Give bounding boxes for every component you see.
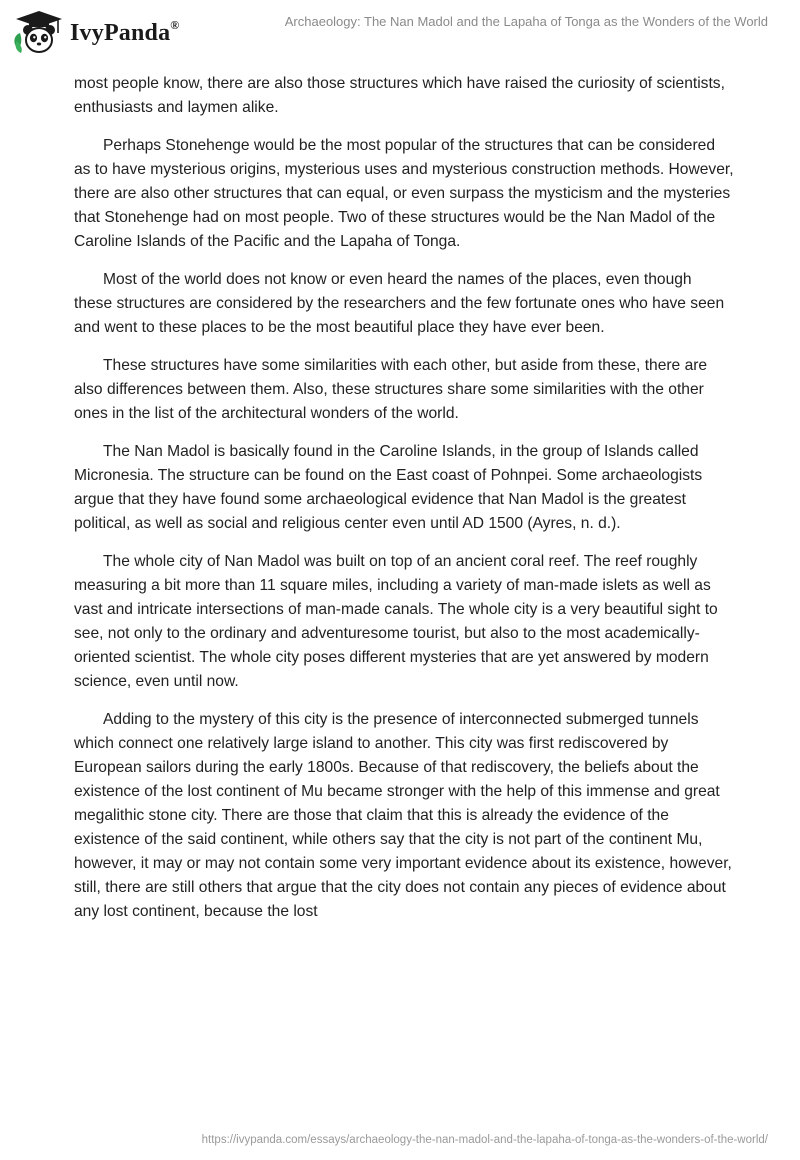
page-header bbox=[0, 0, 800, 62]
paragraph: Most of the world does not know or even heard the names of the places, even though these structures are considered by the researchers and the few fortunate ones who have seen and went to these places to be the most beautiful place they have ever been. bbox=[74, 271, 725, 336]
source-url-link[interactable]: https://ivypanda.com/essays/archaeology-the-nan-madol-and-the-lapaha-of-tonga-as-the-wonders-of-the-world/ bbox=[201, 1134, 768, 1146]
paragraph: The Nan Madol is basically found in the Caroline Islands, in the group of Islands called Micronesia. The structure can be found on the East coast of Pohnpei. Some archaeologists argue that they have found some archaeological evidence that Nan Madol is the greatest political, as well as social and religious center even until AD 1500 (Ayres, n. d.). bbox=[74, 443, 703, 532]
paragraph: most people know, there are also those structures which have raised the curiosity of scientists, enthusiasts and laymen alike. bbox=[74, 75, 725, 116]
essay-body bbox=[74, 72, 734, 938]
paragraph: Perhaps Stonehenge would be the most popular of the structures that can be considered as to have mysterious origins, mysterious uses and mysterious construction methods. However, there are also other structures that can equal, or even surpass the mysticism and the mysteries that Stonehenge had on most people. Two of these structures would be the Nan Madol of the Caroline Islands of the Pacific and the Lapaha of Tonga. bbox=[74, 137, 734, 250]
document-title: Archaeology: The Nan Madol and the Lapaha of Tonga as the Wonders of the World bbox=[284, 14, 768, 29]
panda-logo-icon bbox=[12, 9, 66, 55]
brand-name: IvyPanda® bbox=[70, 17, 180, 46]
paragraph: Adding to the mystery of this city is the presence of interconnected submerged tunnels which connect one relatively large island to another. This city was first rediscovered by European sailors during the early 1800s. Because of that rediscovery, the beliefs about the existence of the lost continent of Mu became stronger with the help of this immense and great megalithic stone city. There are those that claim that this is already the evidence of the existence of the said continent, while others say that the city is not part of the continent Mu, however, it may or may not contain some very important evidence about its existence, however, still, there are still others that argue that the city does not contain any pieces of evidence about any lost continent, because the lost bbox=[74, 711, 732, 920]
brand-logo[interactable] bbox=[12, 9, 179, 55]
paragraph: The whole city of Nan Madol was built on top of an ancient coral reef. The reef roughly measuring a bit more than 11 square miles, including a variety of man-made islets as well as vast and intricate intersections of man-made canals. The whole city is a very beautiful sight to see, not only to the ordinary and adventuresome tourist, but also to the most academically-oriented scientist. The whole city poses different mysteries that are yet answered by modern science, even until now. bbox=[74, 553, 718, 690]
paragraph: These structures have some similarities with each other, but aside from these, there are also differences between them. Also, these structures share some similarities with the other ones in the list of the architectural wonders of the world. bbox=[74, 357, 708, 422]
